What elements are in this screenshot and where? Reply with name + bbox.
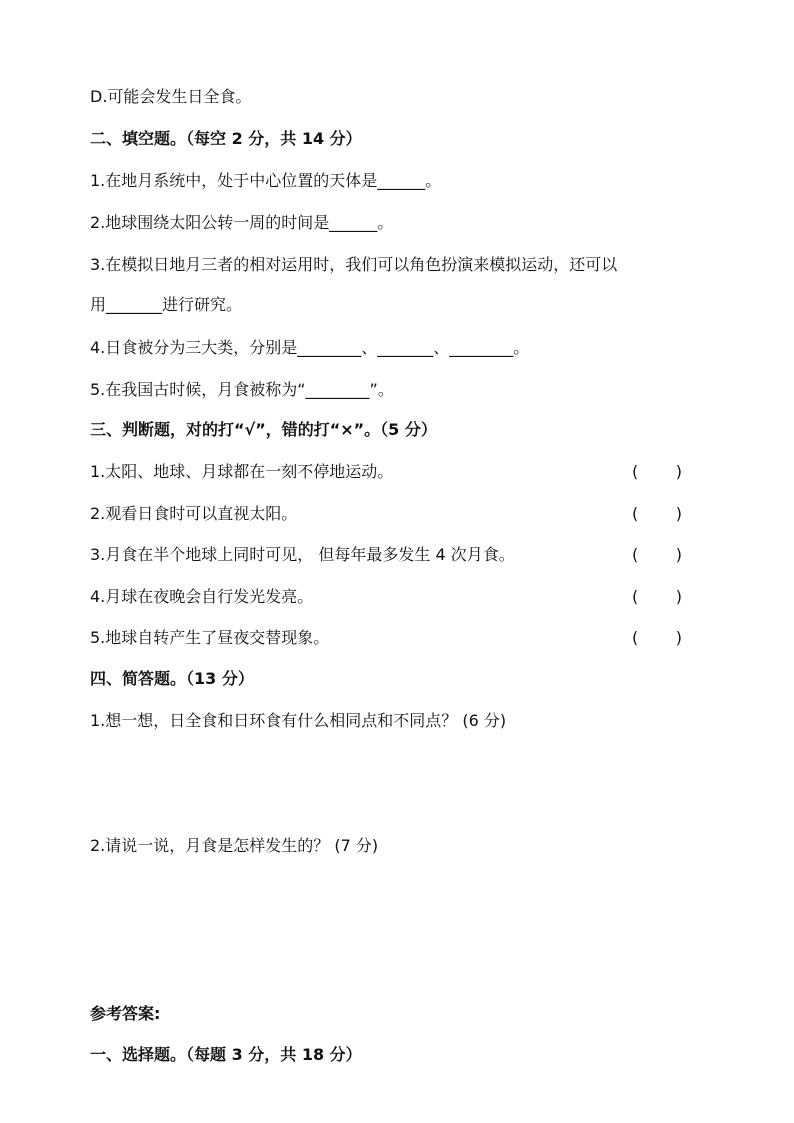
- paren-close: ): [675, 587, 682, 606]
- paren-open: (: [632, 628, 639, 647]
- short-answer-question-1: 1.想一想，日全食和日环食有什么相同点和不同点？ (6 分): [90, 711, 507, 730]
- fill-question-2: 2.地球围绕太阳公转一周的时间是______。: [90, 213, 394, 232]
- answer-parentheses[interactable]: [632, 587, 682, 607]
- fill-question-4: 4.日食被分为三大类，分别是________、_______、________。: [90, 338, 530, 357]
- paren-open: (: [632, 504, 639, 523]
- answer-parentheses[interactable]: [632, 545, 682, 565]
- answer-parentheses[interactable]: [632, 462, 682, 482]
- answer-parentheses[interactable]: [632, 504, 682, 524]
- paren-open: (: [632, 545, 639, 564]
- fill-question-3-line2: 用_______进行研究。: [90, 295, 243, 314]
- answers-heading: 参考答案:: [90, 1004, 161, 1023]
- short-answer-question-2: 2.请说一说，月食是怎样发生的？ (7 分): [90, 836, 379, 855]
- fill-question-5: 5.在我国古时候，月食被称为“________”。: [90, 380, 394, 399]
- judge-item: 4.月球在夜晚会自行发光发亮。: [90, 587, 314, 606]
- paren-open: (: [632, 462, 639, 481]
- answers-section1-heading: 一、选择题。（每题 3 分，共 18 分）: [90, 1045, 362, 1064]
- paren-open: (: [632, 587, 639, 606]
- section3-heading: 三、判断题，对的打“√”，错的打“×”。（5 分）: [90, 420, 437, 439]
- section2-heading: 二、填空题。（每空 2 分，共 14 分）: [90, 129, 362, 148]
- answer-parentheses[interactable]: [632, 628, 682, 648]
- option-d: D.可能会发生日全食。: [90, 87, 252, 106]
- paren-close: ): [675, 504, 682, 523]
- judge-item: 5.地球自转产生了昼夜交替现象。: [90, 628, 330, 647]
- paren-close: ): [675, 545, 682, 564]
- section4-heading: 四、简答题。（13 分）: [90, 669, 254, 688]
- paren-close: ): [675, 462, 682, 481]
- judge-item: 1.太阳、地球、月球都在一刻不停地运动。: [90, 462, 394, 481]
- fill-question-1: 1.在地月系统中，处于中心位置的天体是______。: [90, 171, 442, 190]
- judge-item: 2.观看日食时可以直视太阳。: [90, 504, 298, 523]
- judge-item: 3.月食在半个地球上同时可见， 但每年最多发生 4 次月食。: [90, 545, 515, 564]
- fill-question-3-line1: 3.在模拟日地月三者的相对运用时，我们可以角色扮演来模拟运动，还可以: [90, 255, 618, 274]
- paren-close: ): [675, 628, 682, 647]
